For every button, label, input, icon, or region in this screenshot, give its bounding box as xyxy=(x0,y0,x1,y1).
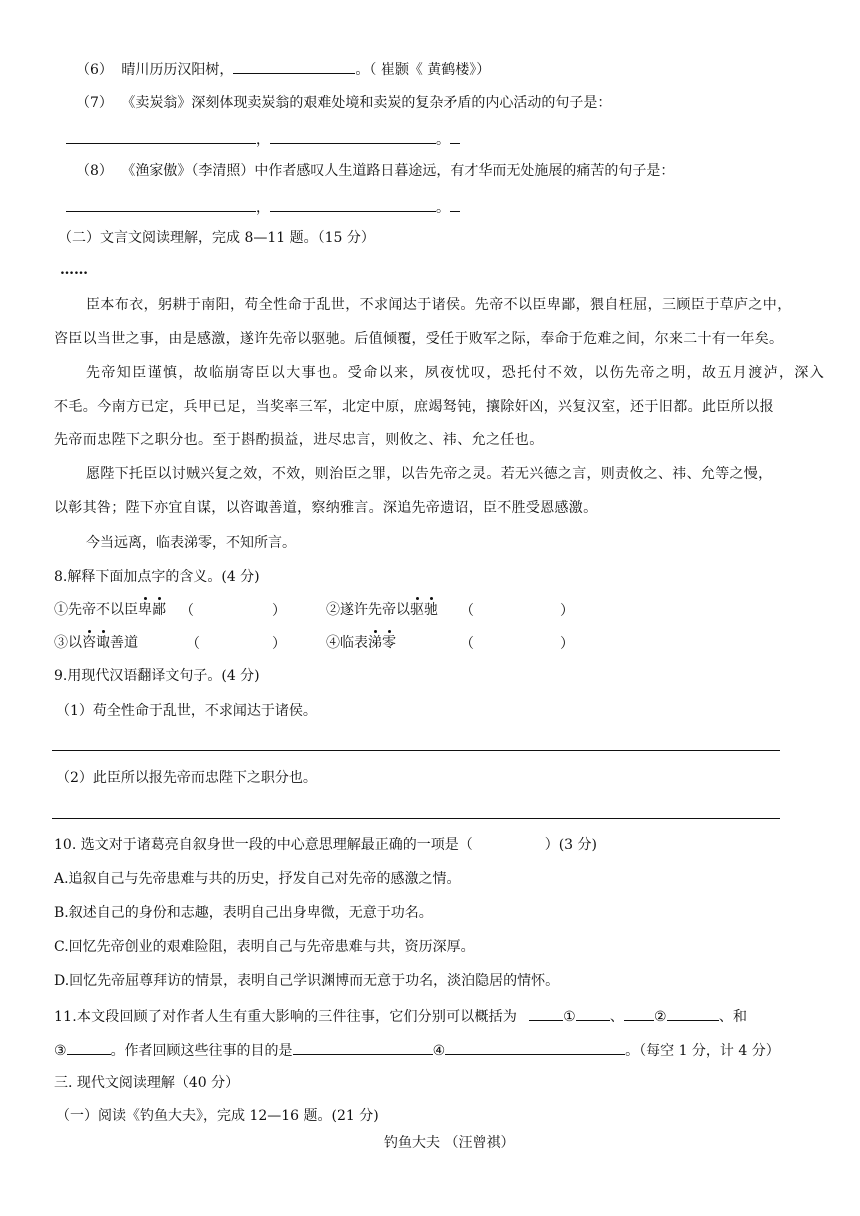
q11-blank-1[interactable] xyxy=(576,1005,610,1021)
q8-b-open-paren: （ xyxy=(460,603,474,619)
q11-score: 。（每空 1 分，计 4 分） xyxy=(625,1043,780,1059)
q8-item-b xyxy=(326,600,438,620)
q11-blank-4a xyxy=(293,1039,433,1055)
q11-marker-4: ④ xyxy=(432,1043,446,1059)
q8-fill-blank-2[interactable] xyxy=(270,196,436,212)
q7-line xyxy=(76,93,611,113)
q7-answer-line xyxy=(66,128,460,150)
q11-blank-3[interactable] xyxy=(67,1039,111,1055)
q8-c-text: ③以 xyxy=(54,635,82,651)
q10-option-c: C.回忆先帝创业的艰难险阻，表明自己与先帝患难与共，资历深厚。 xyxy=(54,939,475,955)
passage-p4-l1: 今当远离，临表涕零，不知所言。 xyxy=(86,535,296,551)
q10-option-a: A.追叙自己与先帝患难与共的历史，抒发自己对先帝的感激之情。 xyxy=(54,871,461,887)
q8-a-open-paren: （ xyxy=(180,603,194,619)
q10-title xyxy=(54,835,597,855)
q10-option-b: B.叙述自己的身份和志趣，表明自己出身卑微，无意于功名。 xyxy=(54,905,433,921)
q8-fill-blank-1[interactable] xyxy=(66,196,256,212)
passage-p1-l2: 咨臣以当世之事，由是感激，遂许先帝以驱驰。后值倾覆，受任于败军之际，奉命于危难之间，尔来二十有一年矣。 xyxy=(54,331,784,347)
q11-blank-2[interactable] xyxy=(667,1005,719,1021)
q9-title: 9.用现代汉语翻译文句子。(4 分) xyxy=(54,668,260,684)
q11-blank-4[interactable] xyxy=(445,1039,625,1055)
q8-b-dotted-1: 驱 xyxy=(410,602,424,618)
q8-fill-tail xyxy=(450,196,460,212)
q9-sentence-1: （1）苟全性命于乱世，不求闻达于诸侯。 xyxy=(56,703,317,719)
q6-blank[interactable] xyxy=(233,58,355,74)
passage-p3-l2: 以彰其咎；陛下亦宜自谋，以咨诹善道，察纳雅言。深追先帝遗诏，臣不胜受恩感激。 xyxy=(54,500,598,516)
q7-comma: ， xyxy=(256,132,270,148)
q6-source: 。（ 崔颢《 黄鹤楼》） xyxy=(355,62,491,78)
q7-number: （7） xyxy=(76,95,113,111)
section2-heading: （二）文言文阅读理解，完成 8—11 题。（15 分） xyxy=(58,230,375,246)
q11-purpose-text: 。作者回顾这些往事的目的是 xyxy=(110,1043,293,1059)
q8-d-text: ④临表 xyxy=(326,635,368,651)
q8-b-text: ②遂许先帝以 xyxy=(326,602,410,618)
q8-a-text: ①先帝不以臣 xyxy=(54,602,138,618)
q7-blank-1[interactable] xyxy=(66,128,256,144)
q9-sentence-2: （2）此臣所以报先帝而忠陛下之职分也。 xyxy=(56,770,317,786)
q8-c-open-paren: （ xyxy=(186,636,200,652)
q8-fill-answer-line xyxy=(66,196,460,218)
passage-p1-l1: 臣本布衣，躬耕于南阳，苟全性命于乱世，不求闻达于诸侯。先帝不以臣卑鄙，猥自枉屈，三顾臣于草庐之中， xyxy=(86,297,792,313)
q8-c-text-post: 善道 xyxy=(110,635,138,651)
q11-blank-1b xyxy=(624,1005,654,1021)
q8-fill-text: 《渔家傲》（李清照）中作者感叹人生道路日暮途远，有才华而无处施展的痛苦的句子是： xyxy=(121,163,675,179)
q8-b-close-paren: ） xyxy=(560,603,574,619)
q11-marker-1: ① xyxy=(563,1009,576,1025)
q7-text: 《卖炭翁》深刻体现卖炭翁的艰难处境和卖炭的复杂矛盾的内心活动的句子是： xyxy=(121,95,612,111)
q11-sep-1: 、 xyxy=(609,1009,625,1025)
q8-item-a xyxy=(54,600,166,620)
q11-blank-pre xyxy=(529,1005,563,1021)
q11-line-2 xyxy=(54,1039,780,1061)
q8-d-close-paren: ） xyxy=(560,636,574,652)
q10-score: ）(3 分) xyxy=(544,837,597,853)
q11-marker-2: ② xyxy=(654,1009,667,1025)
q8-fill-comma: ， xyxy=(256,200,270,216)
q8-a-close-paren: ） xyxy=(272,603,286,619)
q11-sep-2: 、和 xyxy=(718,1009,748,1025)
q6-number: （6） xyxy=(76,62,113,78)
q8-c-close-paren: ） xyxy=(272,636,286,652)
q6-line xyxy=(76,58,490,80)
q8-a-dotted-2: 鄙 xyxy=(152,602,166,618)
q11-marker-3: ③ xyxy=(54,1043,67,1059)
q8-fill-period: 。 xyxy=(436,200,450,216)
q8-item-d xyxy=(326,633,396,653)
passage-p2-l1: 先帝知臣谨慎，故临崩寄臣以大事也。受命以来，夙夜忧叹，恐托付不效，以伤先帝之明，故五月渡泸，深入 xyxy=(86,365,826,381)
section3-subheading: （一）阅读《钓鱼大夫》，完成 12—16 题。(21 分) xyxy=(56,1108,379,1124)
q7-blank-2[interactable] xyxy=(270,128,436,144)
q10-stem: 10. 选文对于诸葛亮自叙身世一段的中心意思理解最正确的一项是（ xyxy=(54,837,473,853)
q9-answer-line-2[interactable] xyxy=(52,818,780,819)
q11-line-1 xyxy=(54,1005,747,1027)
q8-fill-number: （8） xyxy=(76,163,113,179)
section3-heading: 三. 现代文阅读理解（40 分） xyxy=(54,1075,240,1091)
q9-answer-line-1[interactable] xyxy=(52,750,780,751)
passage-p3-l1: 愿陛下托臣以讨贼兴复之效，不效，则治臣之罪，以告先帝之灵。若无兴德之言，则责攸之、祎、允等之慢， xyxy=(86,466,773,482)
q8-title: 8.解释下面加点字的含义。(4 分) xyxy=(54,569,260,585)
q8-d-dotted-2: 零 xyxy=(382,635,396,651)
ellipsis: …… xyxy=(60,262,88,278)
q11-stem: 11.本文段回顾了对作者人生有重大影响的三件往事，它们分别可以概括为 xyxy=(54,1009,518,1025)
passage-p2-l3: 先帝而忠陛下之职分也。至于斟酌损益，进尽忠言，则攸之、祎、允之任也。 xyxy=(54,432,544,448)
q8-fill-line xyxy=(76,161,674,181)
q8-b-dotted-2: 驰 xyxy=(424,602,438,618)
q7-tail xyxy=(450,128,460,144)
q10-option-d: D.回忆先帝屈尊拜访的情景，表明自己学识渊博而无意于功名，淡泊隐居的情怀。 xyxy=(54,973,560,989)
q8-d-open-paren: （ xyxy=(460,636,474,652)
q6-text: 晴川历历汉阳树， xyxy=(121,62,234,78)
q8-d-dotted-1: 涕 xyxy=(368,635,382,651)
q8-c-dotted-2: 诹 xyxy=(96,635,110,651)
q7-period: 。 xyxy=(436,132,450,148)
article-title: 钓鱼大夫 （汪曾祺） xyxy=(384,1135,515,1151)
q8-a-dotted-1: 卑 xyxy=(138,602,152,618)
q8-c-dotted-1: 咨 xyxy=(82,635,96,651)
q8-item-c xyxy=(54,633,138,653)
passage-p2-l2: 不毛。今南方已定，兵甲已足，当奖率三军，北定中原，庶竭驽钝，攘除奸凶，兴复汉室，还于旧都。此臣所以报 xyxy=(54,399,774,415)
